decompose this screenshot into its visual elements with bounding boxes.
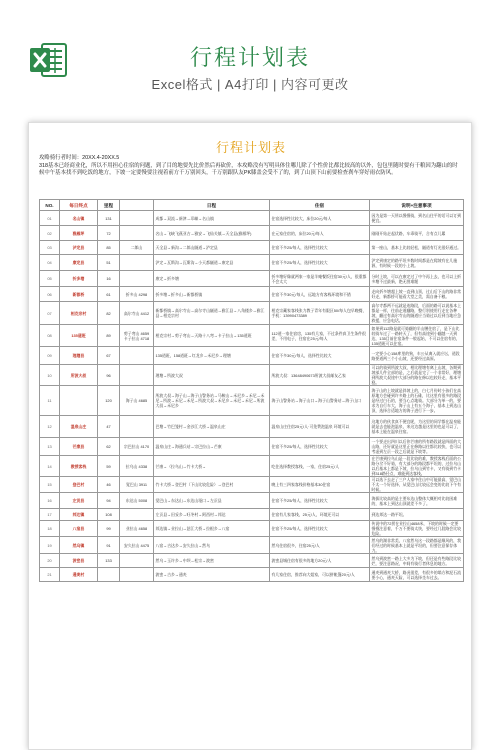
row-place: 教授客栈 (60, 456, 98, 477)
col-no: NO. (40, 200, 60, 211)
row-no: 04 (40, 255, 60, 271)
table-row (40, 226, 464, 241)
table-row (40, 493, 464, 509)
row-no: 06 (40, 287, 60, 302)
intro-body: 318基本已经商业化，所以不用担心住宿的问题，到了目的地要先比价然后再砍价，本攻略没有写明具体住哪儿除了个性价比都比较高的以外，包包里随时要有干粮因为翻山的时候中午基本找不到吃饭的地方，下坡一定要慢要注视着前方千万别回头，千万别跟队友PK膝盖会受不了的，到了山顶下山前要检查刹车穿好雨衣防风。 (39, 162, 458, 177)
table-row (40, 554, 464, 568)
row-schedule: 波密→古乡→通麦 (154, 568, 270, 582)
row-no: 19 (40, 537, 60, 554)
row-extra: 业拉山 4658 (120, 521, 154, 537)
row-place: 雅雁坪 (60, 226, 98, 241)
row-no: 10 (40, 365, 60, 386)
page-subtitle: Excel格式 | A4打印 | 内容可更改 (151, 77, 349, 92)
row-schedule: 芒康→（拉乌山→竹卡大桥→ (154, 456, 270, 477)
row-no: 11 (40, 386, 60, 416)
table-row (40, 386, 464, 416)
row-schedule: 邦达镇→业拉山→怒江大桥→拉根乡→八宿 (154, 521, 270, 537)
row-notes: 一个要走出四川以后你芒康的所有路段就是四面的大山路，还好就是这里正在修路以往都比较快，也可以考虑到左贡一段之后就是下坡等。 (370, 438, 464, 456)
row-km: 99 (98, 521, 120, 537)
row-notes: 可以的骑到所波大叔，相比理塘有离上山坡，各期到坡部几件全部的是，之后就是完了一个非常好，理塘到所波大叔途中大部分的路在修以也较好走，基本平稳。 (370, 365, 464, 386)
sheet-title: 行程计划表 (215, 140, 286, 155)
row-lodging: 波密县城住宿有很多的地方20元/人 (270, 554, 370, 568)
row-lodging: 住宿不多25/每人，选择性比较大 (270, 438, 370, 456)
row-extra (120, 226, 154, 241)
row-schedule: 折多塘→折多山→新都桥镇 (154, 287, 270, 302)
row-extra: 二郎山 (120, 241, 154, 255)
table-row (40, 211, 464, 226)
row-notes: 如果到112路是就可骑翻的半山腰住宿了，是下山比较骑车过了一路转天了，但有高途到小翻越一天到达，135目前住宿条件一般起始，不可以住宿有的，135道班可以住宿。 (370, 325, 464, 347)
row-schedule: 天全县→新沟→二郎山隧道→泸定县 (154, 241, 270, 255)
table-row (40, 521, 464, 537)
row-notes: 第一座山，基本上比较轻松，隧道有灯光很好通过。 (370, 241, 464, 255)
row-place: 所波大叔 (60, 365, 98, 386)
row-extra: 海子山 4685 (120, 386, 154, 416)
row-place: 泸定县 (60, 241, 98, 255)
row-km: 51 (98, 255, 120, 271)
row-schedule: 八宿→吉达乡→安久拉山→然乌 (154, 537, 270, 554)
row-lodging: 住宿不多25/每人，选择性比较大 (270, 241, 370, 255)
row-lodging: 住宿选择性比较大，床位20元/每人 (270, 211, 370, 226)
row-schedule: 觉巴山→东达山→东达山垭口→左贡县 (154, 493, 270, 509)
row-km: 96 (98, 365, 120, 386)
row-km: 131 (98, 211, 120, 226)
row-no: 20 (40, 554, 60, 568)
row-extra (120, 347, 154, 365)
row-schedule: 新都桥镇→高尔寺山→高尔寺山隧道→雅江县→八角楼乡→雅江县→相克宗村 (154, 302, 270, 325)
row-schedule: 成都→双流→新津→邛崃→名山镇 (154, 211, 270, 226)
row-schedule: 理塘→所波大叔 (154, 365, 270, 386)
col-schedule: 日程 (154, 200, 270, 211)
table-row (40, 477, 464, 493)
row-lodging: 折多塘好像就两家一家是羊庵餐饭住宿30元/人，很重都不会太大 (270, 271, 370, 287)
row-km: 94 (98, 493, 120, 509)
row-notes: 海拔比较高的是主要东达山整体大概相对比较困难的，基本上到达山顶就差不多了。 (370, 493, 464, 509)
row-km: 61 (98, 287, 120, 302)
row-notes: 到达邦达一路平坦。 (370, 509, 464, 521)
row-schedule: 泸定→瓦斯沟→瓦斯沟→小天都隧道→康定县 (154, 255, 270, 271)
row-lodging: 所波大叔：13648490673所波大叔邮友乙家 (270, 365, 370, 386)
row-place: 温泉山庄 (60, 416, 98, 438)
row-extra (120, 416, 154, 438)
schedule-table (39, 199, 464, 582)
row-schedule: 135道班，158道班→红龙乡→禾尼乡→理塘 (154, 347, 270, 365)
row-place: 登巴村 (60, 477, 98, 493)
row-no: 13 (40, 438, 60, 456)
row-notes: 然乌的湖非常美，八宿然乌这一段路都是顺风的，我们经过的时候基本上就是平坦的，但要注意保存体力。 (370, 537, 464, 554)
row-km: 133 (98, 554, 120, 568)
table-row (40, 287, 464, 302)
table-row (40, 255, 464, 271)
table-header-row (40, 200, 464, 211)
col-km: 里程 (98, 200, 120, 211)
row-no: 08 (40, 325, 60, 347)
row-notes: 分时上坡，可以在康定过了中午再上去，也可以上折多塘不过最新，绝无图难题 (370, 271, 464, 287)
row-lodging: 有几家住宿，推荐向大姐家，可以拼帐篷20元/人 (270, 568, 370, 582)
table-row (40, 302, 464, 325)
row-extra (120, 509, 154, 521)
row-schedule: 巴塘→竹巴笼村→金沙江大桥→温泉山庄 (154, 416, 270, 438)
table-row (40, 347, 464, 365)
row-km: 85 (98, 241, 120, 255)
row-place: 康定县 (60, 255, 98, 271)
row-schedule: 康定→折多塘 (154, 271, 270, 287)
row-place: 新都桥 (60, 287, 98, 302)
row-extra: 折多山 4298 (120, 287, 154, 302)
row-lodging: 住宿不多25/每人，选择性比较大 (270, 255, 370, 271)
row-no: 16 (40, 493, 60, 509)
row-no: 18 (40, 521, 60, 537)
row-km: 46 (98, 477, 120, 493)
row-notes: 因为是第一天所以慢慢骑，到名山住平的话可以订到便宜。 (370, 211, 464, 226)
row-notes: 可以选下去走了三户人家中住山中可能最高，觉巴山不太一个好选择，从觉巴山比较远会变的比较下午有时候。 (370, 477, 464, 493)
row-notes: 刚刚开始走起伏路，车乖骑平，合有点儿累 (370, 226, 464, 241)
col-lodging: 住宿 (270, 200, 370, 211)
row-place: 名山镇 (60, 211, 98, 226)
row-place: 八宿县 (60, 521, 98, 537)
col-place: 每日终点 (60, 200, 98, 211)
row-km: 16 (98, 271, 120, 287)
row-place (60, 386, 98, 416)
row-lodging: 住宿不多30元/每人，远地方有客栈环境和不错 (270, 287, 370, 302)
row-notes: 泸定到康定的路平坦多数时间都是在爬坡有在几施源，有时候一段的小上坡。 (370, 255, 464, 271)
row-extra: 东达山 5008 (120, 493, 154, 509)
row-place: 相克宗村 (60, 302, 98, 325)
row-schedule: 左贡县→田妥乡→旺冬村→阿西村→邦达 (154, 509, 270, 521)
row-km: 72 (98, 226, 120, 241)
row-no: 09 (40, 347, 60, 365)
table-row (40, 271, 464, 287)
row-place: 通麦村 (60, 568, 98, 582)
row-extra (120, 211, 154, 226)
row-place: 波密县 (60, 554, 98, 568)
intro-date-line: 攻略骑行者时间：20XX.4-20XX.5 (39, 155, 120, 161)
col-notes: 说明+注意事项 (370, 200, 464, 211)
row-km: 47 (98, 416, 120, 438)
row-no: 14 (40, 456, 60, 477)
row-extra (120, 255, 154, 271)
table-body (40, 211, 464, 582)
row-lodging: 住宿不多25/每人，选择性比较大 (270, 493, 370, 509)
row-no: 21 (40, 568, 60, 582)
row-schedule: 温泉山庄→海通兵站→宗巴拉山→芒康 (154, 438, 270, 456)
col-extra (120, 200, 154, 211)
row-place: 邦达镇 (60, 509, 98, 521)
row-extra: 剪子弯山 4659 卡子拉山 4718 (120, 325, 154, 347)
row-km: 120 (98, 386, 120, 416)
row-notes: 海子山的上坡就是斜坡上的，白七月份时小孩们在高原地方会碰到许多路上的石碓，比这里有很多的路段是经过白石的，要当心点地骑。大部分为单一的，要求为自行车大，海子山上有五个海子，基本上到达山顶，选择合适地方的海子进行下一步。 (370, 386, 464, 416)
row-no: 15 (40, 477, 60, 493)
table-row (40, 365, 464, 386)
row-extra: 高尔寺山 4412 (120, 302, 154, 325)
row-lodging: 112道一家住宿房，135有几家，不过条件真卫生条件很差，不用电子，住宿在25元/每人 (270, 325, 370, 347)
row-extra: 安久拉山 4475 (120, 537, 154, 554)
row-extra (120, 365, 154, 386)
row-lodging: 住宿不多30元/每人，选择性比较大 (270, 347, 370, 365)
row-place: 理塘县 (60, 347, 98, 365)
spreadsheet-preview (28, 122, 472, 750)
row-schedule: 所波大叔→海子山→海子山警务站→马鞍山→禾尼乡→禾尼→禾尼→所波→禾尼→禾尼→所波大叔→禾尼乡→禾尼→禾尼→所波大叔→禾尼乡 (154, 386, 270, 416)
table-row (40, 509, 464, 521)
row-place: 芒康县 (60, 438, 98, 456)
page-header (0, 0, 500, 110)
row-schedule: 相克宗村→剪子弯山→天路十八弯→卡子拉山→135道班 (154, 325, 270, 347)
row-km: 67 (98, 347, 120, 365)
row-km: 59 (98, 456, 120, 477)
row-lodging: 吃住选择教授客栈，一家，住宿25元/人 (270, 456, 370, 477)
row-notes: 传说中的72拐在业拉山4658米，下坡的时候一定要慢慢注意着，千万不要骑太快，要经过几段路会比较危险。 (370, 521, 464, 537)
row-no: 01 (40, 211, 60, 226)
row-place: 折多塘 (60, 271, 98, 287)
row-extra: 宗巴拉山 4170 (120, 438, 154, 456)
row-schedule: 竹卡大桥→登巴村（下山比较危险）→登巴村 (154, 477, 270, 493)
table-row (40, 241, 464, 255)
table-row (40, 537, 464, 554)
row-notes: 一定要小心158库里的狗，车公从离入就应坛，道段路要道两三个小山坡，还要经过高原。 (370, 347, 464, 365)
table-row (40, 456, 464, 477)
row-place: 左贡县 (60, 493, 98, 509)
table-row (40, 416, 464, 438)
row-extra (120, 271, 154, 287)
row-notes: 通麦到通麦大桥，路况很差，有很多的塌方和泥石流要小心，通麦天险，可以选择坐车过去。 (370, 568, 464, 582)
row-extra (120, 568, 154, 582)
row-notes: 这地方的伙食真不便宜呢，为这里的同学都在温泉能就是去也能泡温泉，来这边越是这里的也是可以了，基本上能在温泉住宿。 (370, 416, 464, 438)
row-km: 91 (98, 537, 120, 554)
row-extra (120, 554, 154, 568)
row-schedule: 名山→飞峡飞燕亚吉→雅安→飞仙关镇→天全县(雅雁坪) (154, 226, 270, 241)
row-notes: 高尔寺都两不远就是连路段，后面的路可以说基本上都是一样，往前走道翻路，整行别使用行走在各种坡，翻过有高尔寺山的隧道应当骑过以后到当地应急救援，应急电话。 (370, 302, 464, 325)
row-no: 02 (40, 226, 60, 241)
row-km: 82 (98, 302, 120, 325)
row-lodging: 温泉山庄住宿25元/人·可免费泡温泉 环境可以 (270, 416, 370, 438)
row-notes: 在芒康到拉乌山是一段比较的难，教授客栈后面的公路分岔不好骑，有大部分的路段都平坦的，过拉乌山以后基本上都是下坡，拉乌山到竹卡，又有骑到竹卡到318路径点，难能到达客栈。 (370, 456, 464, 477)
row-no: 17 (40, 509, 60, 521)
row-no: 07 (40, 302, 60, 325)
row-km: 108 (98, 509, 120, 521)
row-lodging: 相克宗藏家客栈张力教子青年有限区50/每人包早晚餐，手机：13990473389 (270, 302, 370, 325)
row-place: 135道班 (60, 325, 98, 347)
row-lodging: 晚上有三四家客栈价格基本30住宿 (270, 477, 370, 493)
row-lodging: 然乌住宿很多，住宿25元/人 (270, 537, 370, 554)
row-km: 62 (98, 438, 120, 456)
row-no: 05 (40, 271, 60, 287)
row-extra: 觉巴山 3911 (120, 477, 154, 493)
row-place: 然乌镇 (60, 537, 98, 554)
sheet-intro (39, 155, 463, 178)
row-lodging: 在元家住宿的，床位20元/每人 (270, 226, 370, 241)
row-extra: 拉乌山 4338 (120, 456, 154, 477)
table-row (40, 568, 464, 582)
row-notes: 走向折多塘超上坡一直到山顶，过山后下山的路非常好走，新都桥可能看大堂之美，需自备干粮。 (370, 287, 464, 302)
row-lodging: 住宿有几家客栈，25元/人，环境还可以 (270, 509, 370, 521)
table-row (40, 438, 464, 456)
page-title: 行程计划表 (189, 45, 310, 70)
row-notes: 然乌到波密一路上大多为下坡，但还是有些路段比较烂，要注意路况，中间有骑行者休息的地方。 (370, 554, 464, 568)
row-km: 89 (98, 325, 120, 347)
row-lodging: 海子山警务站→海子山口→海子山警务站→海子山口 (270, 386, 370, 416)
table-row (40, 325, 464, 347)
row-no: 12 (40, 416, 60, 438)
row-lodging: 住宿不多25/每人，选择性比较大 (270, 521, 370, 537)
row-no: 03 (40, 241, 60, 255)
row-schedule: 然乌→玉许乡→中坝→松宗→波密 (154, 554, 270, 568)
row-km (98, 568, 120, 582)
